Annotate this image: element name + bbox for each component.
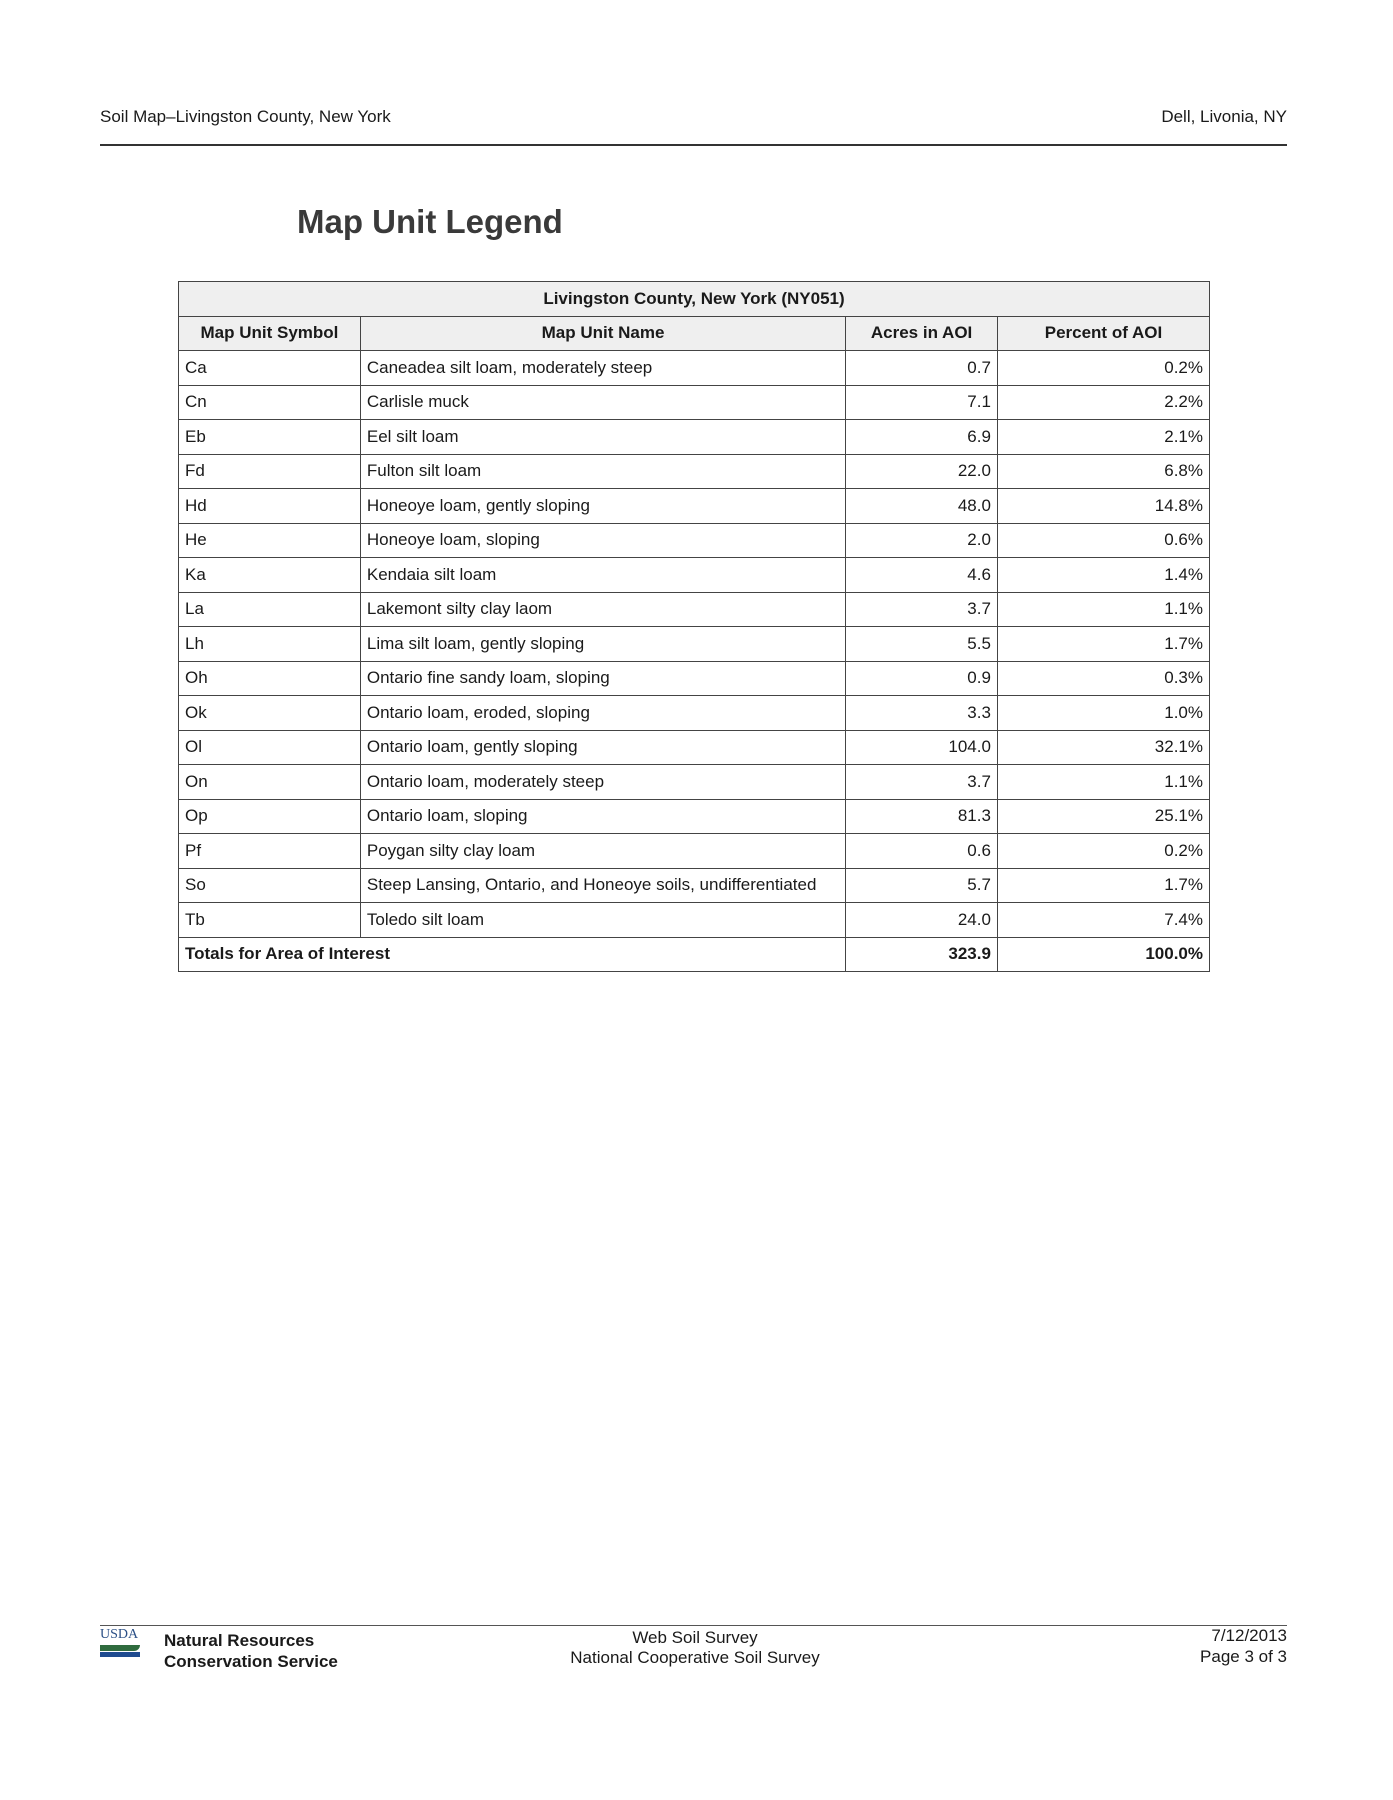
cell-percent: 1.7%: [997, 627, 1209, 662]
usda-logo: [100, 1628, 142, 1658]
totals-row: [179, 937, 1210, 972]
cell-percent: 0.2%: [997, 834, 1209, 869]
agency-name: [164, 1630, 338, 1672]
table-row: [179, 523, 1210, 558]
cell-percent: 2.1%: [997, 420, 1209, 455]
cell-symbol: On: [179, 765, 361, 800]
cell-percent: 6.8%: [997, 454, 1209, 489]
cell-symbol: Pf: [179, 834, 361, 869]
county-header: Livingston County, New York (NY051): [179, 282, 1210, 317]
cell-percent: 1.0%: [997, 696, 1209, 731]
cell-name: Honeoye loam, gently sloping: [360, 489, 845, 524]
totals-label: Totals for Area of Interest: [179, 937, 846, 972]
column-header-symbol: Map Unit Symbol: [179, 316, 361, 351]
table-row: [179, 558, 1210, 593]
cell-name: Honeoye loam, sloping: [360, 523, 845, 558]
cell-percent: 1.1%: [997, 592, 1209, 627]
cell-symbol: Op: [179, 799, 361, 834]
cell-symbol: Lh: [179, 627, 361, 662]
usda-logo-text: USDA: [100, 1627, 139, 1642]
header-location: Dell, Livonia, NY: [1161, 107, 1287, 126]
cell-symbol: He: [179, 523, 361, 558]
cell-name: Ontario loam, eroded, sloping: [360, 696, 845, 731]
cell-name: Fulton silt loam: [360, 454, 845, 489]
table-row: [179, 627, 1210, 662]
cell-symbol: Fd: [179, 454, 361, 489]
cell-percent: 1.7%: [997, 868, 1209, 903]
cell-percent: 1.4%: [997, 558, 1209, 593]
agency-line-1: Natural Resources: [164, 1631, 315, 1650]
table-row: [179, 661, 1210, 696]
table-row: [179, 799, 1210, 834]
cell-percent: 0.2%: [997, 351, 1209, 386]
cell-percent: 7.4%: [997, 903, 1209, 938]
table-row: [179, 454, 1210, 489]
cell-name: Poygan silty clay loam: [360, 834, 845, 869]
cell-symbol: So: [179, 868, 361, 903]
table-row: [179, 903, 1210, 938]
survey-name: [495, 1628, 895, 1668]
cell-name: Ontario fine sandy loam, sloping: [360, 661, 845, 696]
cell-name: Lakemont silty clay laom: [360, 592, 845, 627]
cell-symbol: Ok: [179, 696, 361, 731]
page-number: Page 3 of 3: [1200, 1647, 1287, 1666]
map-unit-legend-table: [178, 281, 1210, 972]
cell-acres: 6.9: [846, 420, 998, 455]
table-body: [179, 351, 1210, 972]
cell-name: Eel silt loam: [360, 420, 845, 455]
cell-acres: 2.0: [846, 523, 998, 558]
column-header-percent: Percent of AOI: [997, 316, 1209, 351]
totals-percent: 100.0%: [997, 937, 1209, 972]
cell-symbol: Ka: [179, 558, 361, 593]
table-row: [179, 385, 1210, 420]
cell-acres: 5.7: [846, 868, 998, 903]
table-row: [179, 489, 1210, 524]
cell-name: Caneadea silt loam, moderately steep: [360, 351, 845, 386]
cell-symbol: Cn: [179, 385, 361, 420]
table-row: [179, 834, 1210, 869]
cell-acres: 0.9: [846, 661, 998, 696]
cell-acres: 48.0: [846, 489, 998, 524]
cell-acres: 81.3: [846, 799, 998, 834]
cell-acres: 3.7: [846, 592, 998, 627]
cell-acres: 5.5: [846, 627, 998, 662]
cell-percent: 14.8%: [997, 489, 1209, 524]
print-date: 7/12/2013: [1211, 1626, 1287, 1645]
column-header-acres: Acres in AOI: [846, 316, 998, 351]
date-and-page: [1200, 1625, 1287, 1667]
column-header-name: Map Unit Name: [360, 316, 845, 351]
table-row: [179, 351, 1210, 386]
cell-symbol: Eb: [179, 420, 361, 455]
column-header-row: [179, 316, 1210, 351]
cell-acres: 0.6: [846, 834, 998, 869]
table-row: [179, 730, 1210, 765]
cell-acres: 4.6: [846, 558, 998, 593]
table-row: [179, 868, 1210, 903]
table-row: [179, 420, 1210, 455]
cell-percent: 2.2%: [997, 385, 1209, 420]
cell-name: Toledo silt loam: [360, 903, 845, 938]
table-row: [179, 592, 1210, 627]
cell-name: Carlisle muck: [360, 385, 845, 420]
cell-acres: 0.7: [846, 351, 998, 386]
cell-name: Ontario loam, gently sloping: [360, 730, 845, 765]
cell-percent: 0.6%: [997, 523, 1209, 558]
page-title: Map Unit Legend: [297, 203, 563, 240]
usda-logo-blue-bar: [100, 1652, 140, 1657]
usda-logo-green-bar: [100, 1645, 140, 1651]
cell-acres: 7.1: [846, 385, 998, 420]
cell-acres: 3.7: [846, 765, 998, 800]
survey-line-1: Web Soil Survey: [632, 1628, 758, 1647]
page-header: [100, 104, 1287, 146]
agency-line-2: Conservation Service: [164, 1652, 338, 1671]
cell-percent: 25.1%: [997, 799, 1209, 834]
cell-percent: 1.1%: [997, 765, 1209, 800]
cell-name: Kendaia silt loam: [360, 558, 845, 593]
table-row: [179, 696, 1210, 731]
cell-name: Ontario loam, moderately steep: [360, 765, 845, 800]
cell-percent: 32.1%: [997, 730, 1209, 765]
cell-symbol: La: [179, 592, 361, 627]
cell-name: Lima silt loam, gently sloping: [360, 627, 845, 662]
footer-divider: [100, 1625, 1287, 1626]
cell-percent: 0.3%: [997, 661, 1209, 696]
survey-line-2: National Cooperative Soil Survey: [570, 1648, 820, 1667]
cell-acres: 24.0: [846, 903, 998, 938]
cell-acres: 104.0: [846, 730, 998, 765]
totals-acres: 323.9: [846, 937, 998, 972]
cell-symbol: Hd: [179, 489, 361, 524]
header-map-title: Soil Map–Livingston County, New York: [100, 107, 391, 126]
cell-acres: 22.0: [846, 454, 998, 489]
cell-symbol: Tb: [179, 903, 361, 938]
cell-name: Steep Lansing, Ontario, and Honeoye soils, undifferentiated: [360, 868, 845, 903]
cell-name: Ontario loam, sloping: [360, 799, 845, 834]
cell-symbol: Oh: [179, 661, 361, 696]
table-row: [179, 765, 1210, 800]
cell-acres: 3.3: [846, 696, 998, 731]
cell-symbol: Ca: [179, 351, 361, 386]
cell-symbol: Ol: [179, 730, 361, 765]
